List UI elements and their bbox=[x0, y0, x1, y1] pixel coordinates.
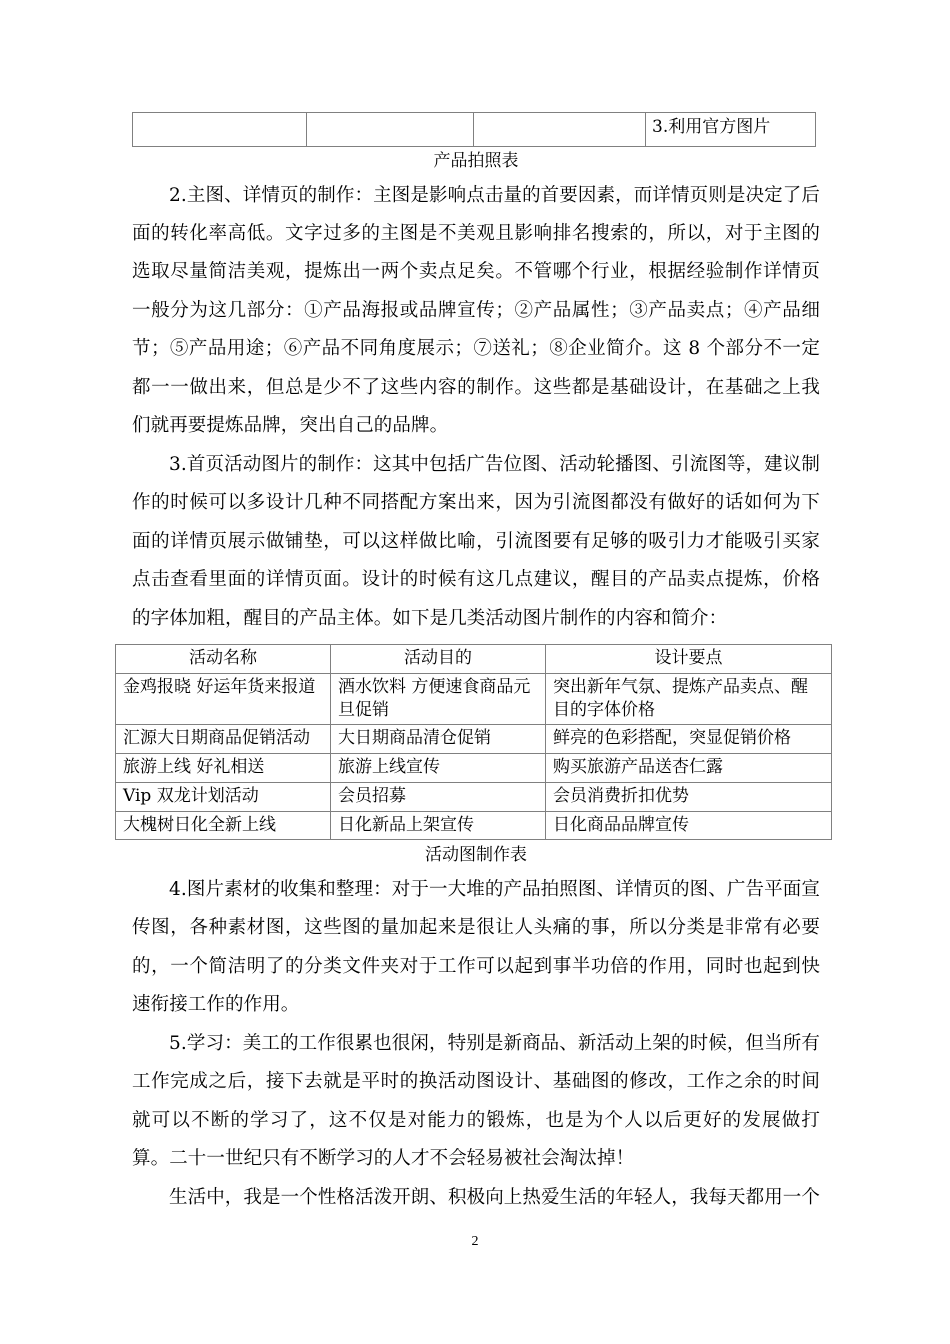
cell-activity-purpose: 日化新品上架宣传 bbox=[331, 811, 546, 840]
paragraph-4-asset-collection: 4.图片素材的收集和整理：对于一大堆的产品拍照图、详情页的图、广告平面宣传图，各种素材图，这些图的量加起来是很让人头痛的事，所以分类是非常有必要的，一个简洁明了的分类文件夹对于工作可以起到事半功倍的作用，同时也起到快速衔接工作的作用。 bbox=[132, 878, 820, 1016]
cell-design-points: 鲜亮的色彩搭配，突显促销价格 bbox=[546, 725, 832, 754]
column-header-activity-name: 活动名称 bbox=[116, 645, 331, 674]
cell-activity-name: 旅游上线 好礼相送 bbox=[116, 754, 331, 783]
page-number: 2 bbox=[471, 1234, 479, 1249]
table-row bbox=[133, 113, 816, 147]
cell-activity-name: 大槐树日化全新上线 bbox=[116, 811, 331, 840]
cell-design-points: 购买旅游产品送杏仁露 bbox=[546, 754, 832, 783]
table-header-row bbox=[116, 645, 832, 674]
table-row bbox=[116, 754, 832, 783]
cell-design-points: 突出新年气氛、提炼产品卖点、醒目的字体价格 bbox=[546, 673, 832, 725]
column-header-activity-purpose: 活动目的 bbox=[331, 645, 546, 674]
cell-activity-name: 汇源大日期商品促销活动 bbox=[116, 725, 331, 754]
paragraph-6-personal-life: 生活中，我是一个性格活泼开朗、积极向上热爱生活的年轻人，我每天都用一个 bbox=[169, 1186, 821, 1208]
paragraph-5-learning: 5.学习：美工的工作很累也很闲，特别是新商品、新活动上架的时候，但当所有工作完成之后，接下去就是平时的换活动图设计、基础图的修改，工作之余的时间就可以不断的学习了，这不仅是对能力的锻炼，也是为个人以后更好的发展做打算。二十一世纪只有不断学习的人才不会轻易被社会淘汰掉！ bbox=[132, 1032, 820, 1170]
table-row bbox=[116, 673, 832, 725]
table-row bbox=[116, 811, 832, 840]
table-cell-official-images: 3.利用官方图片 bbox=[646, 113, 816, 147]
cell-activity-name: Vip 双龙计划活动 bbox=[116, 782, 331, 811]
table-cell-empty-1 bbox=[133, 113, 307, 147]
table-caption-product-photo: 产品拍照表 bbox=[433, 151, 519, 171]
page-content bbox=[123, 112, 821, 1217]
cell-design-points: 日化商品品牌宣传 bbox=[546, 811, 832, 840]
table-row bbox=[116, 782, 832, 811]
cell-activity-name: 金鸡报晓 好运年货来报道 bbox=[116, 673, 331, 725]
table-row bbox=[116, 725, 832, 754]
table-cell-empty-3 bbox=[474, 113, 646, 147]
table-cell-empty-2 bbox=[307, 113, 474, 147]
cell-design-points: 会员消费折扣优势 bbox=[546, 782, 832, 811]
paragraph-3-homepage-activity-images: 3.首页活动图片的制作：这其中包括广告位图、活动轮播图、引流图等，建议制作的时候可以多设计几种不同搭配方案出来，因为引流图都没有做好的话如何为下面的详情页展示做铺垫，可以这样做比喻，引流图要有足够的吸引力才能吸引买家点击查看里面的详情页面。设计的时候有这几点建议，醒目的产品卖点提炼，价格的字体加粗，醒目的产品主体。如下是几类活动图片制作的内容和简介： bbox=[132, 453, 820, 629]
cell-activity-purpose: 大日期商品清仓促销 bbox=[331, 725, 546, 754]
cell-activity-purpose: 酒水饮料 方便速食商品元旦促销 bbox=[331, 673, 546, 725]
column-header-design-points: 设计要点 bbox=[546, 645, 832, 674]
paragraph-2-main-image-production: 2.主图、详情页的制作：主图是影响点击量的首要因素，而详情页则是决定了后面的转化率高低。文字过多的主图是不美观且影响排名搜索的，所以，对于主图的选取尽量简洁美观，提炼出一两个卖点足矣。不管哪个行业，根据经验制作详情页一般分为这几部分：①产品海报或品牌宣传；②产品属性；③产品卖点；④产品细节；⑤产品用途；⑥产品不同角度展示；⑦送礼；⑧企业简介。这 8 个部分不一定都一一做出来，但总是少不了这些内容的制作。这些都是基础设计，在基础之上我们就再要提炼品牌，突出自己的品牌。 bbox=[132, 184, 820, 437]
table-caption-activity-production: 活动图制作表 bbox=[425, 845, 527, 866]
cell-activity-purpose: 旅游上线宣传 bbox=[331, 754, 546, 783]
product-photo-table-continuation bbox=[132, 112, 816, 147]
cell-activity-purpose: 会员招募 bbox=[331, 782, 546, 811]
activity-image-production-table bbox=[115, 644, 832, 840]
